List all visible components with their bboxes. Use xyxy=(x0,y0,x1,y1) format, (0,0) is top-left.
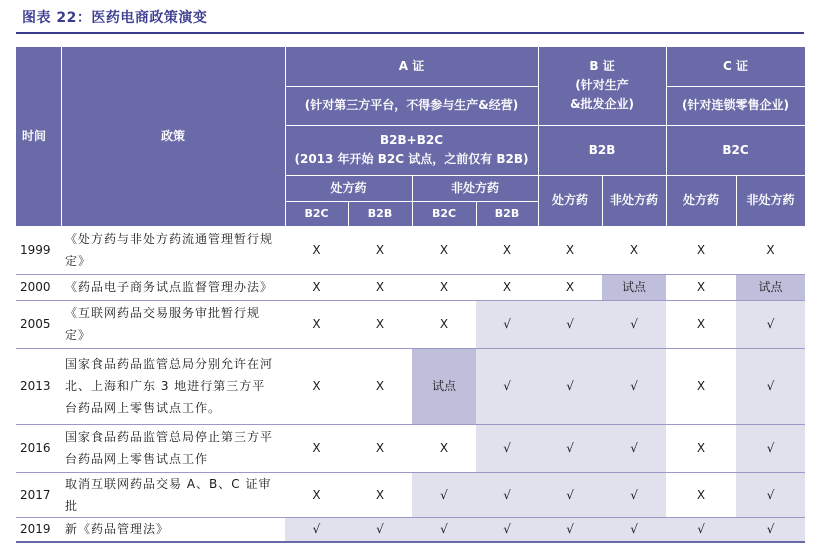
table-row xyxy=(16,424,805,472)
status-cell: √ xyxy=(736,348,805,424)
status-cell: √ xyxy=(476,348,538,424)
status-cell: X xyxy=(666,424,736,472)
status-cell: √ xyxy=(538,517,602,542)
row-policy: 国家食品药品监管总局停止第三方平台药品网上零售试点工作 xyxy=(61,424,285,472)
row-policy: 国家食品药品监管总局分别允许在河北、上海和广东 3 地进行第三方平台药品网上零售试点工作。 xyxy=(61,348,285,424)
header-b-otc: 非处方药 xyxy=(602,175,666,226)
status-cell: √ xyxy=(538,348,602,424)
table-row xyxy=(16,226,805,274)
status-cell: X xyxy=(285,472,348,517)
header-cert-b-scope-2: &批发企业) xyxy=(570,97,635,112)
table-row xyxy=(16,348,805,424)
status-cell: X xyxy=(412,300,476,348)
header-cert-a-mode-label: B2B+B2C xyxy=(380,133,444,147)
row-year: 2016 xyxy=(16,424,61,472)
status-cell: X xyxy=(348,300,412,348)
row-policy: 《互联网药品交易服务审批暂行规定》 xyxy=(61,300,285,348)
header-cert-c-scope: (针对连锁零售企业) xyxy=(666,86,805,125)
status-cell: X xyxy=(538,274,602,300)
row-policy: 取消互联网药品交易 A、B、C 证审批 xyxy=(61,472,285,517)
status-cell: X xyxy=(412,274,476,300)
status-cell: 试点 xyxy=(412,348,476,424)
status-cell: X xyxy=(285,348,348,424)
status-cell: X xyxy=(348,424,412,472)
header-a-rx: 处方药 xyxy=(285,175,412,201)
status-cell: √ xyxy=(412,472,476,517)
status-cell: √ xyxy=(602,472,666,517)
status-cell: X xyxy=(285,424,348,472)
row-year: 2017 xyxy=(16,472,61,517)
header-cert-b-name: B 证 xyxy=(589,59,615,74)
status-cell: √ xyxy=(602,348,666,424)
status-cell: X xyxy=(666,300,736,348)
table-row xyxy=(16,300,805,348)
status-cell: X xyxy=(348,226,412,274)
header-a-rx-b2b: B2B xyxy=(348,201,412,226)
status-cell: X xyxy=(602,226,666,274)
row-policy: 新《药品管理法》 xyxy=(61,517,285,542)
status-cell: X xyxy=(412,226,476,274)
title-rule xyxy=(16,32,804,34)
status-cell: X xyxy=(285,226,348,274)
header-a-otc-b2c: B2C xyxy=(412,201,476,226)
status-cell: 试点 xyxy=(602,274,666,300)
status-cell: √ xyxy=(476,424,538,472)
header-cert-c: C 证 xyxy=(666,47,805,86)
header-a-otc: 非处方药 xyxy=(412,175,538,201)
table-body xyxy=(16,226,805,542)
status-cell: X xyxy=(666,226,736,274)
status-cell: X xyxy=(285,274,348,300)
header-cert-a-scope: (针对第三方平台，不得参与生产&经营) xyxy=(285,86,538,125)
status-cell: √ xyxy=(476,472,538,517)
status-cell: X xyxy=(476,226,538,274)
status-cell: √ xyxy=(736,300,805,348)
status-cell: √ xyxy=(348,517,412,542)
status-cell: 试点 xyxy=(736,274,805,300)
row-policy: 《处方药与非处方药流通管理暂行规定》 xyxy=(61,226,285,274)
status-cell: X xyxy=(348,274,412,300)
header-cert-c-mode: B2C xyxy=(666,125,805,175)
status-cell: √ xyxy=(602,300,666,348)
header-c-otc: 非处方药 xyxy=(736,175,805,226)
row-year: 1999 xyxy=(16,226,61,274)
status-cell: √ xyxy=(538,424,602,472)
row-year: 2013 xyxy=(16,348,61,424)
status-cell: √ xyxy=(476,300,538,348)
policy-table xyxy=(16,47,806,543)
row-year: 2000 xyxy=(16,274,61,300)
row-policy: 《药品电子商务试点监督管理办法》 xyxy=(61,274,285,300)
table-row xyxy=(16,472,805,517)
status-cell: √ xyxy=(476,517,538,542)
status-cell: √ xyxy=(538,300,602,348)
status-cell: √ xyxy=(602,424,666,472)
header-cert-b xyxy=(538,47,666,125)
header-c-rx: 处方药 xyxy=(666,175,736,226)
table-row xyxy=(16,517,805,542)
header-cert-a: A 证 xyxy=(285,47,538,86)
status-cell: X xyxy=(666,274,736,300)
header-a-rx-b2c: B2C xyxy=(285,201,348,226)
status-cell: √ xyxy=(736,424,805,472)
header-policy: 政策 xyxy=(61,47,285,226)
figure-title: 图表 22：医药电商政策演变 xyxy=(22,10,208,26)
status-cell: √ xyxy=(285,517,348,542)
table-header xyxy=(16,47,805,226)
status-cell: X xyxy=(666,348,736,424)
status-cell: X xyxy=(736,226,805,274)
status-cell: √ xyxy=(538,472,602,517)
status-cell: X xyxy=(348,472,412,517)
status-cell: √ xyxy=(602,517,666,542)
status-cell: X xyxy=(412,424,476,472)
status-cell: √ xyxy=(736,472,805,517)
table-row xyxy=(16,274,805,300)
header-a-otc-b2b: B2B xyxy=(476,201,538,226)
status-cell: √ xyxy=(736,517,805,542)
status-cell: √ xyxy=(666,517,736,542)
row-year: 2005 xyxy=(16,300,61,348)
header-cert-b-mode: B2B xyxy=(538,125,666,175)
status-cell: √ xyxy=(412,517,476,542)
status-cell: X xyxy=(476,274,538,300)
row-year: 2019 xyxy=(16,517,61,542)
header-time: 时间 xyxy=(16,47,61,226)
status-cell: X xyxy=(666,472,736,517)
header-cert-a-note: (2013 年开始 B2C 试点，之前仅有 B2B) xyxy=(294,152,529,166)
header-cert-b-scope-1: (针对生产 xyxy=(575,78,629,93)
status-cell: X xyxy=(538,226,602,274)
header-b-rx: 处方药 xyxy=(538,175,602,226)
status-cell: X xyxy=(348,348,412,424)
status-cell: X xyxy=(285,300,348,348)
header-cert-a-mode xyxy=(285,125,538,175)
